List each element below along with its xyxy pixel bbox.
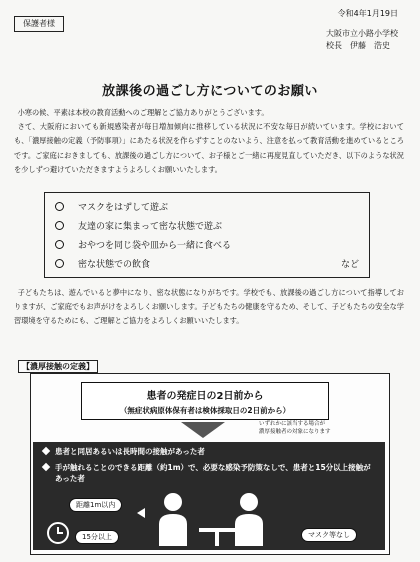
clock-icon [47,522,69,544]
list-item-label: マスクをはずして遊ぶ [78,203,169,213]
down-arrow-icon [181,422,225,438]
closing-paragraph: 子どもたちは、遊んでいると夢中になり、密な状態になりがちです。学校でも、放課後の過ごし方について指導しておりますが、ご家庭でもお声がけをよろしくお願いします。子どもたちの健康を守るため、そして、子どもたちの安全な学習環境を守るためにも、ご理解とご協力をよろしくお願いいたします。 [14,288,404,326]
notice-date: 令和4年1月19日 [337,9,398,18]
list-extra-label: など [340,260,359,270]
definition-header-sub: （無症状病原体保有者は検体採取日の2日前から） [119,406,291,415]
definition-header [81,382,329,420]
definition-bullet-text: 手が触れることのできる距離（約1m）で、必要な感染予防策なしで、患者と15分以上接触があった者 [55,463,371,483]
diamond-bullet-icon [42,447,50,455]
circle-bullet-icon [55,221,64,230]
definition-bullet [43,446,205,457]
definition-illustration-panel [33,442,385,550]
intro-paragraph: さて、大阪府においても新規感染者が毎日増加傾向に推移している状況に不安な毎日が続いています。学校においても、「濃厚接触の定義（予防事項）」にあたる状況を作らずすことのないよう、注意を払って教育活動を進めているところです。ご家庭におきましても、放課後の過ごし方について、お子様とご一緒に再度見直していただき、以下のような状況を少しずつ避けていただきますようよろしくお願いいたします。 [14,122,404,174]
person-icon [153,490,193,546]
school-name: 大阪市立小路小学校 [326,29,398,38]
diamond-bullet-icon [42,463,50,471]
intro-paragraph: 小寒の候、平素は本校の教育活動へのご理解とご協力ありがとうございます。 [17,108,269,117]
distance-tag: 距離1m以内 [69,498,122,512]
list-item-label: 密な状態での飲食 [78,260,151,270]
left-arrow-icon [137,508,145,518]
school-info [326,28,398,52]
circle-bullet-icon [55,202,64,211]
avoid-list [44,192,370,278]
definition-bullet [43,462,373,484]
list-item-label: おやつを同じ袋や皿から一緒に食べる [78,241,232,251]
intro-text [14,106,404,177]
list-item [55,197,359,216]
definition-box [30,373,390,555]
person-icon [229,490,269,546]
list-item [55,235,359,254]
time-tag: 15分以上 [75,530,119,544]
notice-title: 放課後の過ごし方についてのお願い [102,84,318,99]
circle-bullet-icon [55,259,64,268]
recipient-label: 保護者様 [14,16,64,32]
list-item-label: 友達の家に集まって密な状態で遊ぶ [78,222,223,232]
list-item [55,254,359,273]
definition-bullet-text: 患者と同居あるいは長時間の接触があった者 [55,447,205,456]
definition-header-main: 患者の発症日の2日前から [146,391,264,402]
mask-tag: マスク等なし [301,528,357,542]
circle-bullet-icon [55,240,64,249]
closing-text [14,286,404,329]
list-item [55,216,359,235]
principal-name: 校長 伊藤 浩史 [326,41,390,50]
definition-note: いずれかに該当する場合が 濃厚接触者の対象になります [259,421,331,435]
definition-section-label: 【濃厚接触の定義】 [18,360,98,373]
